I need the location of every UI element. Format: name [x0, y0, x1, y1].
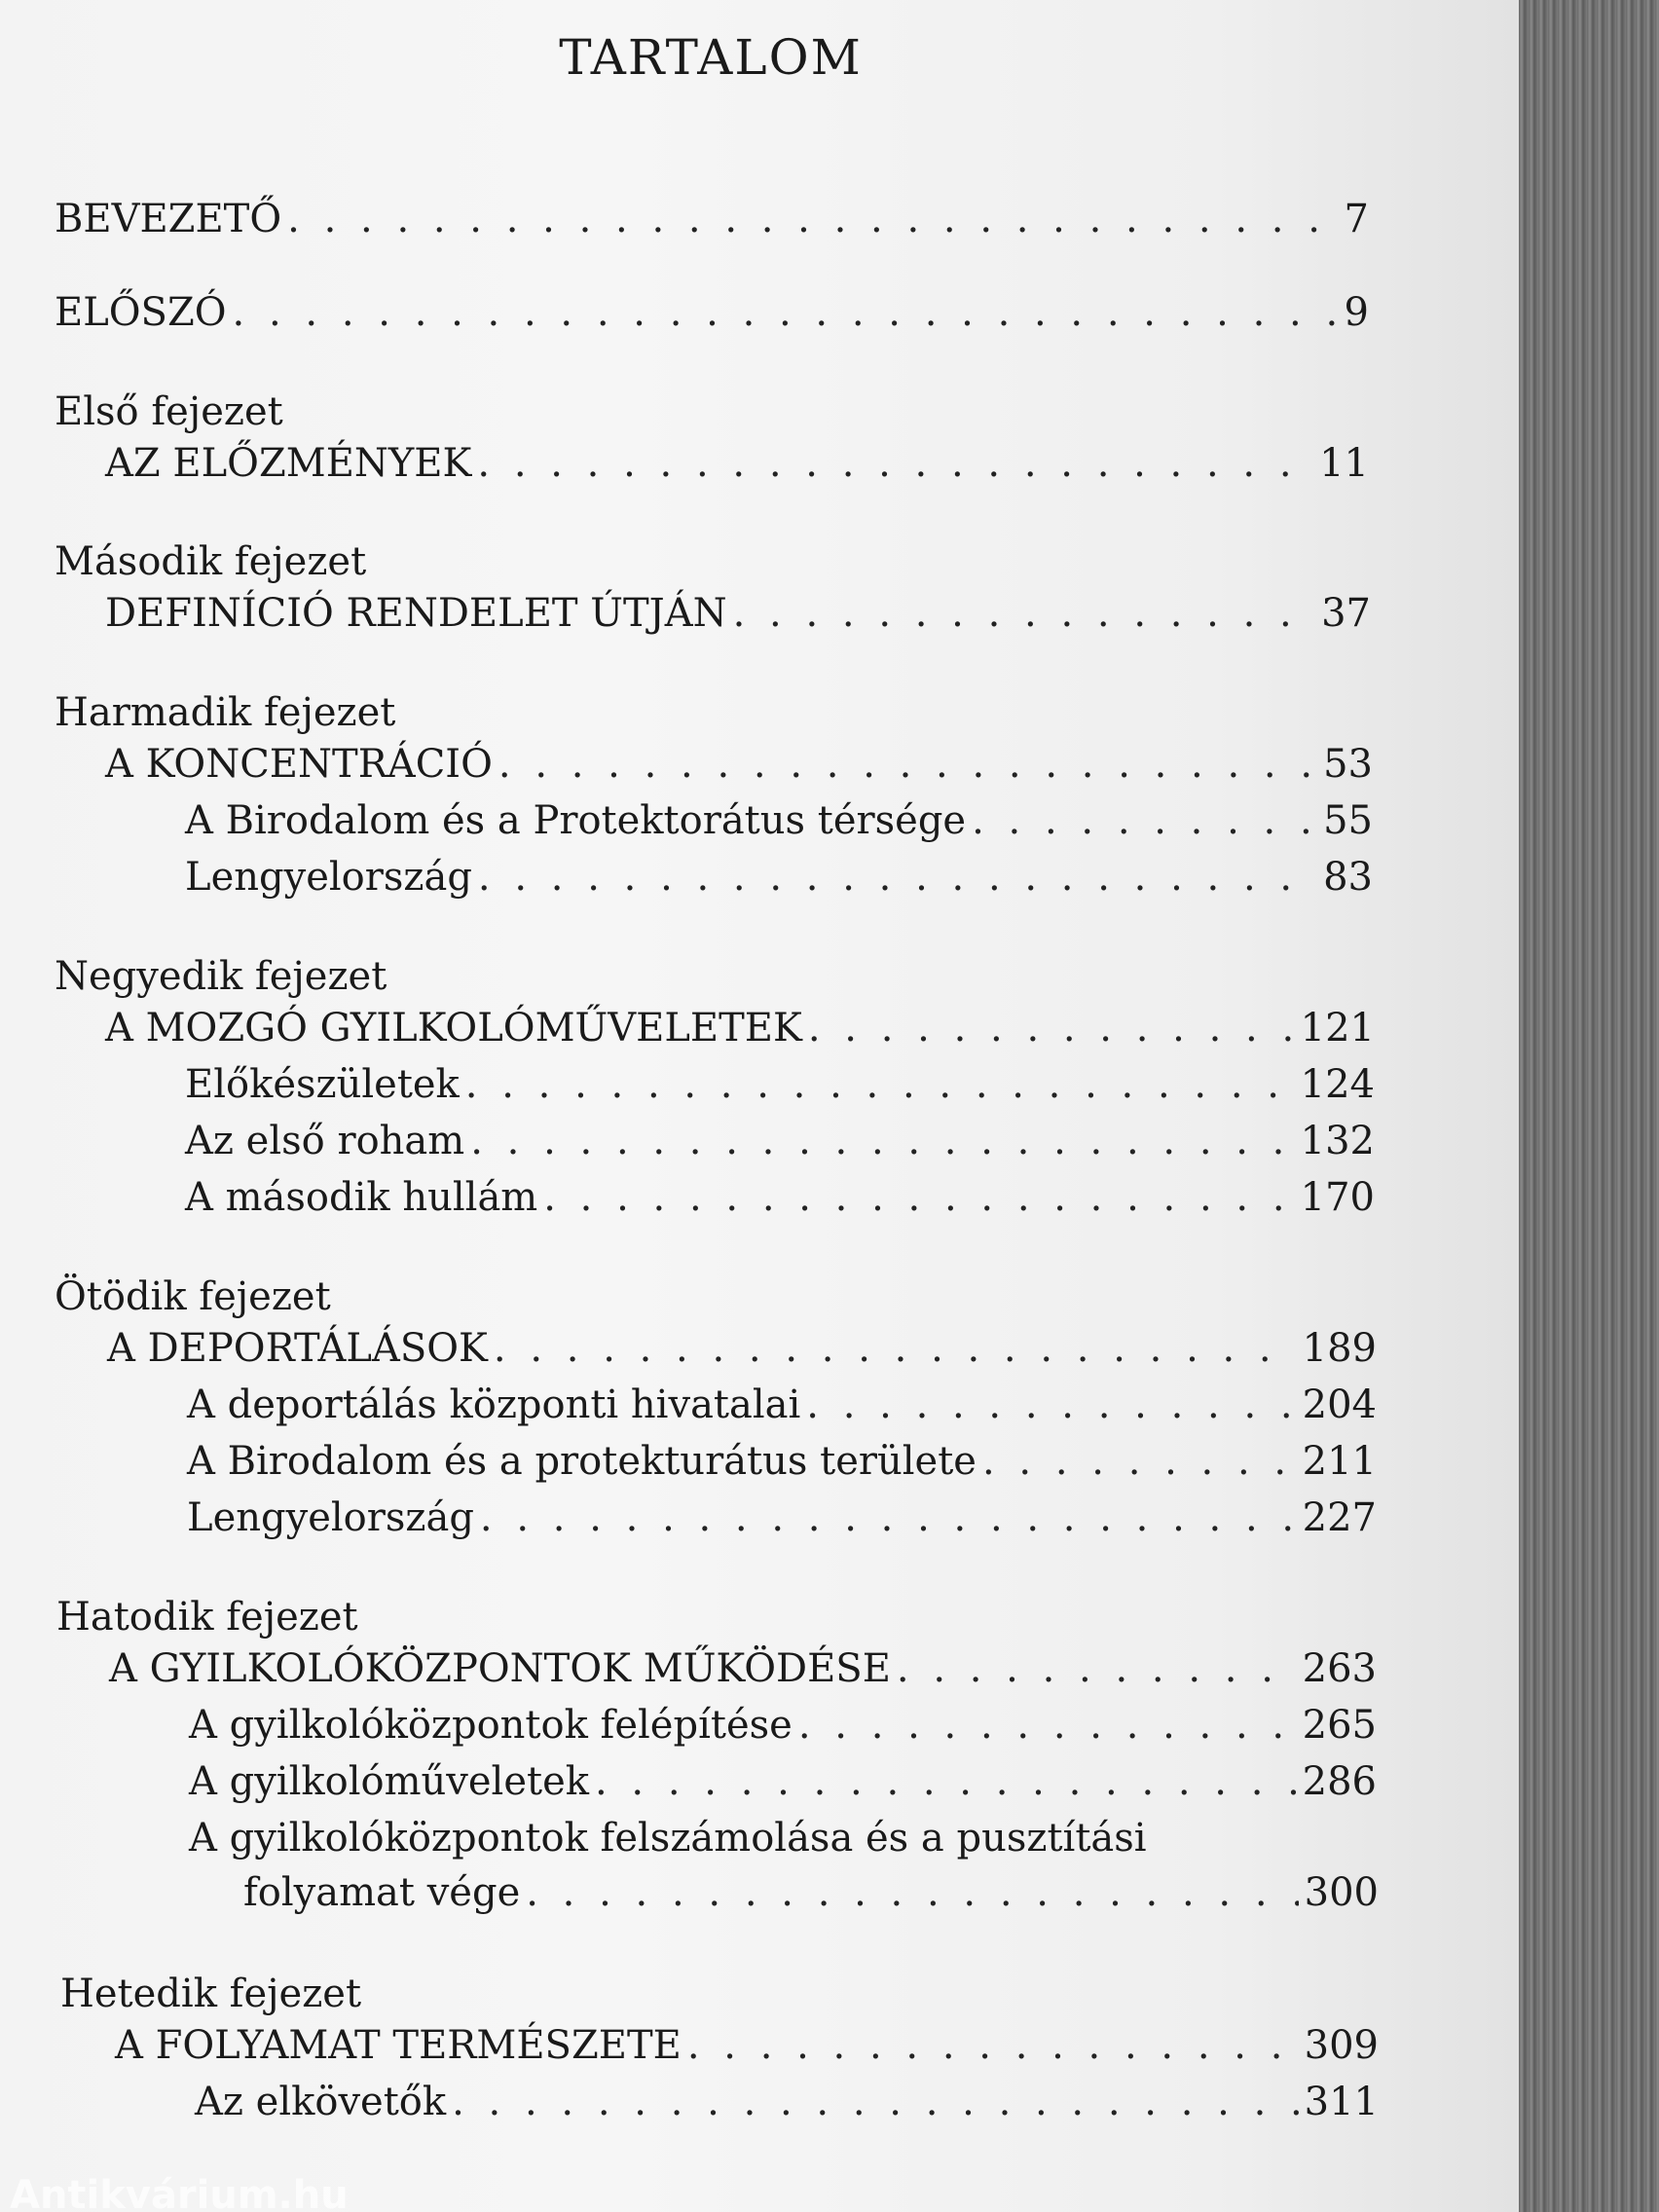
toc-section-page: 211 — [1302, 1439, 1377, 1484]
leader-dots — [733, 589, 1316, 638]
leader-dots — [543, 1173, 1294, 1222]
toc-section-page: 204 — [1302, 1382, 1377, 1427]
chapter-label: Negyedik fejezet — [55, 954, 387, 999]
toc-entry-bevezeto[interactable] — [55, 195, 1369, 243]
leader-dots — [465, 1060, 1295, 1109]
toc-entry-page: 37 — [1321, 591, 1371, 636]
leader-dots — [808, 1004, 1295, 1052]
toc-entry-page: 121 — [1300, 1006, 1375, 1051]
leader-dots — [494, 1324, 1297, 1373]
toc-section[interactable] — [185, 853, 1373, 902]
leader-dots — [595, 1757, 1297, 1806]
toc-entry-page: 7 — [1344, 197, 1369, 241]
toc-section-title: A Birodalom és a protekturátus területe — [187, 1439, 977, 1484]
toc-section[interactable] — [187, 1437, 1377, 1486]
toc-section-title: A deportálás központi hivatalai — [187, 1382, 801, 1427]
toc-section[interactable] — [243, 1868, 1379, 1917]
toc-section-page: 265 — [1302, 1703, 1377, 1748]
leader-dots — [972, 796, 1317, 845]
toc-entry-title: A DEPORTÁLÁSOK — [107, 1326, 488, 1371]
toc-section-page: 311 — [1304, 2080, 1379, 2124]
chapter-label: Első fejezet — [55, 389, 283, 434]
leader-dots — [526, 1868, 1298, 1917]
toc-entry-title: A MOZGÓ GYILKOLÓMŰVELETEK — [105, 1006, 802, 1051]
toc-entry-page: 9 — [1344, 290, 1369, 335]
toc-entry-title: A KONCENTRÁCIÓ — [105, 742, 493, 787]
toc-section-title: Az első roham — [185, 1119, 465, 1163]
toc-entry-page: 11 — [1319, 441, 1369, 486]
chapter-label: Második fejezet — [55, 539, 367, 584]
chapter-label: Hatodik fejezet — [56, 1595, 358, 1640]
toc-section-page: 300 — [1304, 1870, 1379, 1915]
toc-entry-page: 263 — [1302, 1646, 1377, 1691]
toc-entry-title: ELŐSZÓ — [55, 290, 227, 335]
toc-section-page: 170 — [1300, 1175, 1375, 1220]
leader-dots — [287, 195, 1338, 243]
toc-chapter-2[interactable] — [105, 589, 1371, 638]
toc-section-page: 55 — [1323, 798, 1373, 843]
toc-section[interactable] — [189, 1757, 1377, 1806]
toc-section[interactable] — [185, 1117, 1375, 1165]
toc-section-title: A Birodalom és a Protektorátus térsége — [185, 798, 967, 843]
page-title: TARTALOM — [559, 29, 863, 86]
toc-section[interactable] — [189, 1701, 1377, 1750]
leader-dots — [897, 1644, 1297, 1693]
book-edge — [1519, 0, 1659, 2212]
toc-section-page: 286 — [1302, 1759, 1377, 1804]
toc-section-title: Lengyelország — [185, 855, 472, 900]
toc-section[interactable] — [185, 796, 1373, 845]
toc-section-title: Előkészületek — [185, 1062, 460, 1107]
toc-entry-title: A FOLYAMAT TERMÉSZETE — [115, 2023, 682, 2068]
leader-dots — [477, 439, 1313, 488]
toc-section-title: A gyilkolóközpontok felépítése — [189, 1703, 793, 1748]
leader-dots — [478, 853, 1317, 902]
toc-entry-title: BEVEZETŐ — [55, 197, 282, 241]
toc-section-page: 132 — [1300, 1119, 1375, 1163]
toc-chapter-4[interactable] — [105, 1004, 1375, 1052]
toc-chapter-6[interactable] — [109, 1644, 1377, 1693]
leader-dots — [480, 1493, 1297, 1542]
toc-section-title: A második hullám — [185, 1175, 538, 1220]
toc-chapter-1[interactable] — [105, 439, 1369, 488]
toc-entry-title: A GYILKOLÓKÖZPONTOK MŰKÖDÉSE — [109, 1646, 891, 1691]
toc-chapter-3[interactable] — [105, 740, 1373, 789]
toc-entry-title: AZ ELŐZMÉNYEK — [105, 441, 472, 486]
leader-dots — [687, 2021, 1299, 2070]
toc-entry-page: 189 — [1302, 1326, 1377, 1371]
toc-chapter-7[interactable] — [115, 2021, 1379, 2070]
leader-dots — [452, 2078, 1299, 2126]
toc-section[interactable] — [187, 1493, 1377, 1542]
toc-entry-eloszo[interactable] — [55, 288, 1369, 337]
toc-section-title: A gyilkolóműveletek — [189, 1759, 589, 1804]
leader-dots — [470, 1117, 1294, 1165]
chapter-label: Hetedik fejezet — [60, 1972, 362, 2016]
toc-section-page: 83 — [1323, 855, 1373, 900]
toc-section-title: Az elkövetők — [195, 2080, 447, 2124]
leader-dots — [498, 740, 1317, 789]
toc-section-title-line1: A gyilkolóközpontok felszámolása és a pusztítási — [189, 1816, 1147, 1861]
toc-chapter-5[interactable] — [107, 1324, 1377, 1373]
toc-section[interactable] — [187, 1381, 1377, 1429]
toc-section[interactable] — [195, 2078, 1379, 2126]
leader-dots — [233, 288, 1339, 337]
leader-dots — [806, 1381, 1296, 1429]
toc-section[interactable] — [185, 1173, 1375, 1222]
toc-section[interactable] — [185, 1060, 1375, 1109]
toc-section-title: Lengyelország — [187, 1495, 474, 1540]
toc-entry-page: 309 — [1304, 2023, 1379, 2068]
toc-section-page: 227 — [1302, 1495, 1377, 1540]
toc-entry-page: 53 — [1323, 742, 1373, 787]
toc-entry-title: DEFINÍCIÓ RENDELET ÚTJÁN — [105, 591, 727, 636]
watermark: Antikvárium.hu — [10, 2173, 349, 2212]
toc-section-title-line2: folyamat vége — [243, 1870, 521, 1915]
toc-section-page: 124 — [1300, 1062, 1375, 1107]
chapter-label: Ötödik fejezet — [55, 1274, 331, 1319]
chapter-label: Harmadik fejezet — [55, 690, 396, 735]
leader-dots — [982, 1437, 1297, 1486]
leader-dots — [798, 1701, 1297, 1750]
